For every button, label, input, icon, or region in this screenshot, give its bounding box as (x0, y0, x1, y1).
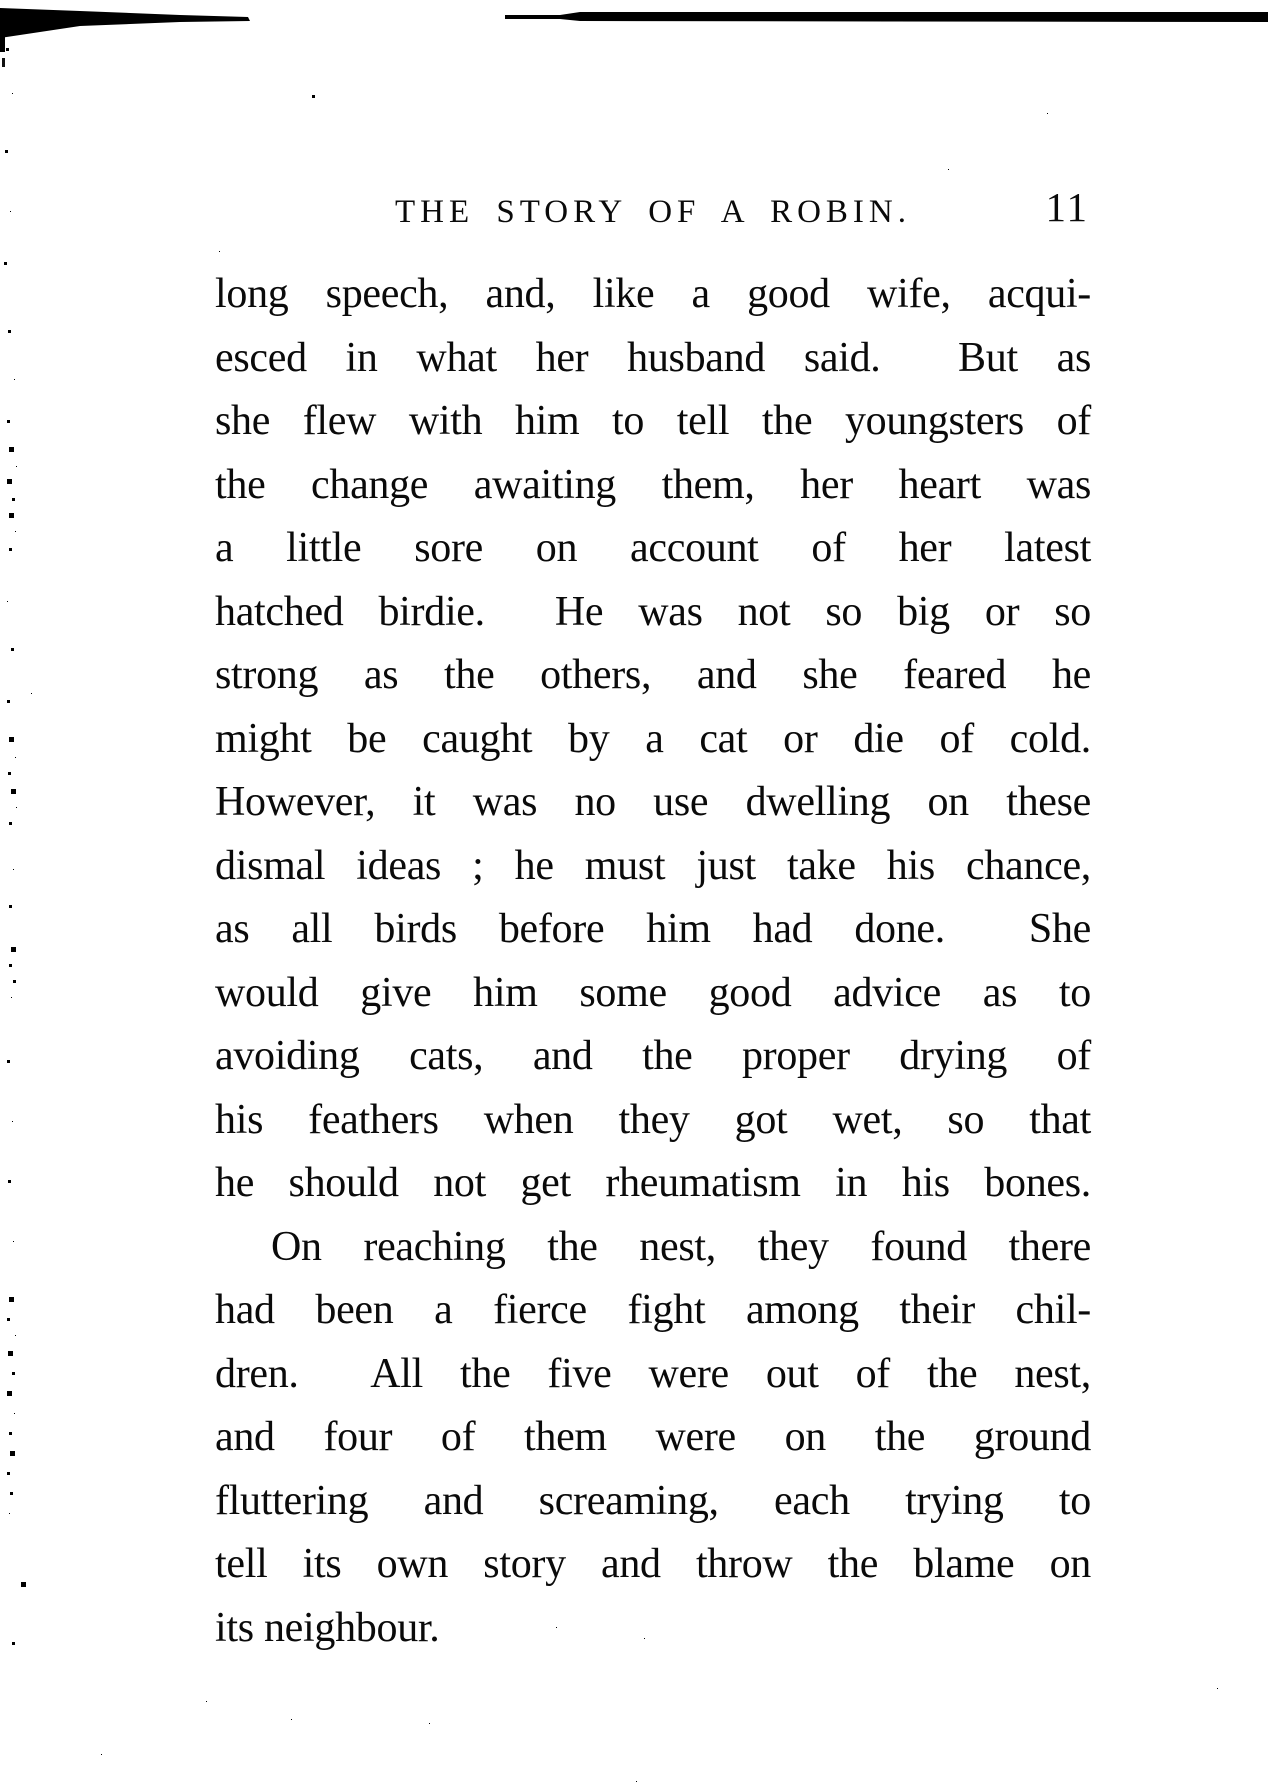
text-line-19: and four of them were on the ground (215, 1414, 1091, 1460)
text-line-8: might be caught by a cat or die of cold. (215, 715, 1091, 762)
text-line-13: avoiding cats, and the proper drying of (215, 1033, 1091, 1079)
text-line-4: the change awaiting them, her heart was (215, 461, 1091, 508)
scan-artifact-top-left (0, 8, 250, 38)
text-line-17: had been a fierce fight among their chil- (215, 1287, 1091, 1333)
page-header (215, 184, 1091, 234)
text-line-18: dren. All the five were out of the nest, (215, 1350, 1091, 1397)
text-line-12: would give him some good advice as to (215, 969, 1091, 1016)
text-line-16: On reaching the nest, they found there (271, 1223, 1091, 1270)
text-line-1: long speech, and, like a good wife, acqui- (215, 271, 1091, 317)
body-text (215, 263, 1091, 1660)
text-line-7: strong as the others, and she feared he (215, 652, 1091, 698)
text-line-15: he should not get rheumatism in his bones. (215, 1160, 1091, 1206)
scan-artifact-top-rule-thin (505, 15, 567, 19)
text-line-9: However, it was no use dwelling on these (215, 779, 1091, 825)
text-line-5: a little sore on account of her latest (215, 525, 1091, 571)
text-line-11: as all birds before him had done. She (215, 906, 1091, 952)
text-line-22: its neighbour. (215, 1604, 440, 1651)
text-line-14: his feathers when they got wet, so that (215, 1096, 1091, 1143)
text-line-21: tell its own story and throw the blame on (215, 1541, 1091, 1587)
page-number: 11 (1045, 184, 1089, 230)
text-line-2: esced in what her husband said. But as (215, 334, 1091, 381)
scan-noise-specks (0, 0, 3, 3)
text-line-10: dismal ideas ; he must just take his chance, (215, 842, 1091, 889)
scan-artifact-top-left-drip (0, 36, 5, 52)
text-line-6: hatched birdie. He was not so big or so (215, 588, 1091, 635)
text-line-3: she flew with him to tell the youngsters of (215, 398, 1091, 444)
scan-artifact-top-rule (560, 12, 1268, 22)
scan-artifact-top-left-drip (2, 58, 5, 67)
text-line-20: fluttering and screaming, each trying to (215, 1477, 1091, 1524)
page-header-title: THE STORY OF A ROBIN. (395, 194, 911, 230)
